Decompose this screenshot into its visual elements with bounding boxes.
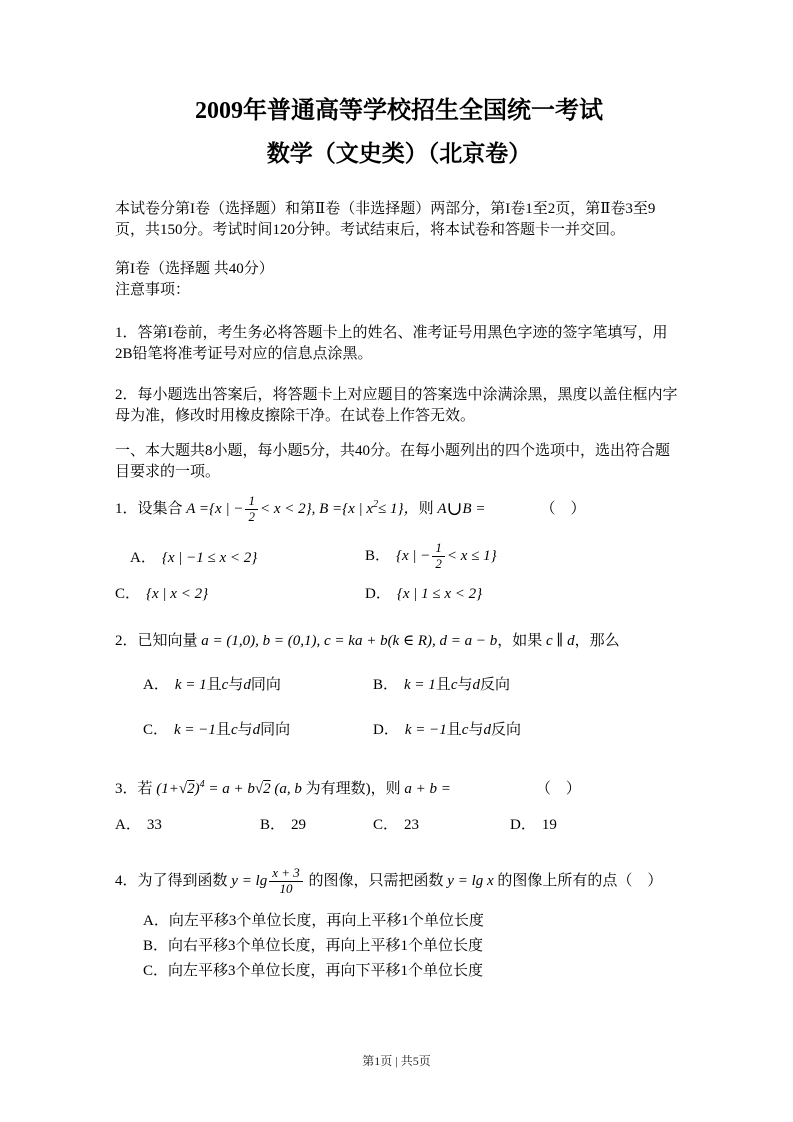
q4-fraction-numerator: x + 3 [272, 864, 300, 880]
q2-option-b-and: 且 [435, 676, 451, 693]
question-2-if: ，如果 [497, 632, 543, 649]
q1-option-a [130, 546, 365, 567]
q2-option-b-dir: 反向 [480, 676, 511, 693]
q2-option-d-d: d [483, 721, 491, 738]
q2-option-c [143, 718, 373, 739]
question-3-stem [115, 773, 683, 801]
q2-option-a-label: A． [143, 676, 169, 693]
q3-radicand-1: 2 [187, 780, 195, 797]
q3-options-row [115, 813, 683, 834]
q3-option-b [260, 813, 373, 834]
question-3-rational-note: 为有理数)， [305, 780, 386, 797]
q2-option-b-k: k = 1 [404, 676, 436, 693]
q3-option-d-value: 19 [541, 816, 557, 833]
sqrt-radical-1: √2 [178, 780, 195, 797]
question-2 [115, 629, 683, 739]
q3-option-d [510, 813, 557, 834]
question-2-tail: ，那么 [574, 632, 620, 649]
q2-option-b [373, 673, 683, 694]
q1-union-left: A [437, 501, 447, 517]
exam-subtitle: 数学（文史类）（北京卷） [266, 141, 532, 166]
notice-item-1: 1．答第I卷前，考生务必将答题卡上的姓名、准考证号用黑色字迹的签字笔填写，用2B铅笔将准考证号对应的信息点涂黑。 [115, 325, 668, 362]
q2-option-a-k: k = 1 [174, 676, 207, 693]
part1-intro: 一、本大题共8小题，每小题5分，共40分。在每小题列出的四个选项中，选出符合题目要求的一项。 [115, 443, 671, 480]
exam-intro: 本试卷分第I卷（选择题）和第Ⅱ卷（非选择题）两部分，第I卷1至2页，第Ⅱ卷3至9页，共150分。考试时间120分钟。考试结束后，将本试卷和答题卡一并交回。 [115, 201, 656, 238]
q3-ab: (a, b [274, 780, 302, 797]
q3-option-b-value: 29 [291, 816, 307, 833]
q1-options-row-1 [115, 541, 683, 572]
q1-option-a-math: {x | −1 ≤ x < 2} [161, 549, 258, 566]
q2-option-d-and: 且 [446, 721, 462, 738]
q3-equals: = a + b [208, 780, 255, 797]
question-4-tail: 的图像上所有的点（ ） [497, 872, 663, 889]
question-1-then: 则 [418, 501, 434, 517]
q2-options-grid [115, 673, 683, 739]
q1-option-d-label: D． [365, 585, 391, 602]
q1-option-a-label: A． [130, 549, 156, 566]
q1-fraction [245, 494, 258, 525]
question-2-number: 2． [115, 632, 138, 649]
q4-formula-pre: y = lg [231, 872, 268, 889]
q2-option-a-with: 与 [228, 676, 244, 693]
q2-option-c-k: k = −1 [174, 721, 216, 738]
q2-option-a-dir: 同向 [250, 676, 281, 693]
question-1-lead: 设集合 [137, 501, 183, 517]
q1-fraction-denominator: 2 [245, 509, 258, 525]
q1-options-row-2 [115, 582, 683, 603]
question-2-lead: 已知向量 [137, 632, 198, 649]
q1-option-b-pre: {x | − [396, 547, 431, 564]
q3-formula-pre: (1+ [156, 780, 179, 797]
q1-union-right: B = [462, 501, 486, 517]
question-2-vectors-formula: a = (1,0), b = (0,1), c = ka + b(k ∈ R), d = a − b [201, 632, 498, 649]
q2-option-a-c: c [221, 676, 229, 693]
exam-title: 2009年普通高等学校招生全国统一考试 [195, 98, 603, 124]
q1-option-b-fraction [432, 541, 445, 572]
q3-option-d-label: D． [510, 816, 536, 833]
q3-exponent: 4 [199, 778, 205, 790]
q4-option-c: C．向左平移3个单位长度，再向下平移1个单位长度 [143, 962, 484, 979]
q1-option-d-math: {x | 1 ≤ x < 2} [396, 585, 483, 602]
q2-option-a-and: 且 [206, 676, 222, 693]
question-1-answer-paren: （ ） [540, 501, 586, 517]
section-heading: 第I卷（选择题 共40分） [115, 261, 274, 277]
q1-formula-post: ≤ 1}， [378, 501, 419, 517]
question-4-base-formula: y = lg x [447, 872, 494, 889]
q4-option-a: A．向左平移3个单位长度，再向上平移1个单位长度 [143, 912, 484, 929]
question-3-number: 3． [115, 780, 138, 797]
question-2-parallel-formula: c ∥ d [546, 632, 575, 649]
question-1-number: 1． [115, 501, 138, 517]
q1-option-b-denominator: 2 [432, 556, 445, 572]
notice-title: 注意事项： [115, 282, 191, 298]
q1-option-b-post: < x ≤ 1} [446, 547, 497, 564]
q2-option-a [143, 673, 373, 694]
q1-option-c [115, 582, 365, 603]
q2-option-d-with: 与 [468, 721, 484, 738]
question-2-stem [115, 629, 683, 653]
q3-option-a-value: 33 [146, 816, 162, 833]
q2-option-d [373, 718, 683, 739]
q3-option-a-label: A． [115, 816, 141, 833]
question-1-union-formula [437, 499, 486, 520]
question-4-lead: 为了得到函数 [137, 872, 228, 889]
notice-item-2: 2．每小题选出答案后，将答题卡上对应题目的答案选中涂满涂黑，黑度以盖住框内字母为准，修改时用橡皮擦除干净。在试卷上作答无效。 [115, 387, 678, 424]
q3-option-b-label: B． [260, 816, 286, 833]
question-4-number: 4． [115, 872, 138, 889]
q2-option-b-label: B． [373, 676, 399, 693]
q1-option-d [365, 582, 482, 603]
q3-close-paren: ) [194, 780, 200, 797]
q1-option-c-math: {x | x < 2} [146, 585, 209, 602]
question-1-set-formula [186, 493, 419, 525]
q3-option-c-value: 23 [404, 816, 420, 833]
q1-exponent: 2 [373, 499, 379, 510]
q1-formula-mid: < x < 2}, B ={x | x [259, 501, 374, 517]
q4-fraction [269, 866, 303, 897]
q2-option-d-dir: 反向 [490, 721, 521, 738]
question-3-then: 则 [385, 780, 401, 797]
q4-option-b: B．向右平移3个单位长度，再向上平移1个单位长度 [143, 937, 484, 954]
q2-option-b-d: d [472, 676, 480, 693]
question-4 [115, 866, 683, 984]
q4-fraction-denominator: 10 [269, 881, 303, 897]
q2-option-a-d: d [243, 676, 251, 693]
q1-fraction-numerator: 1 [248, 493, 255, 509]
q2-option-c-label: C． [143, 721, 169, 738]
q1-option-c-label: C． [115, 585, 141, 602]
q1-option-b [365, 541, 497, 572]
page-footer: 第1页 | 共5页 [362, 1054, 431, 1068]
q3-option-c-label: C． [373, 816, 399, 833]
q1-option-b-label: B． [365, 547, 391, 564]
q2-option-b-c: c [450, 676, 458, 693]
q2-option-d-c: c [461, 721, 469, 738]
question-4-mid: 的图像，只需把函数 [308, 872, 444, 889]
q1-formula-pre: A ={x | − [186, 501, 244, 517]
q2-option-c-dir: 同向 [260, 721, 291, 738]
question-1-stem [115, 493, 683, 525]
q2-option-c-with: 与 [237, 721, 253, 738]
q1-option-b-math [396, 540, 497, 571]
q3-option-a [115, 813, 260, 834]
q2-option-c-c: c [230, 721, 238, 738]
q2-option-d-k: k = −1 [404, 721, 447, 738]
q2-option-c-and: 且 [215, 721, 231, 738]
q2-option-d-label: D． [373, 721, 399, 738]
union-symbol: ∪ [446, 499, 463, 520]
question-3 [115, 773, 683, 834]
question-1 [115, 493, 683, 603]
q3-radicand-2: 2 [263, 780, 271, 797]
sqrt-radical-2: √2 [254, 780, 271, 797]
q2-option-c-d: d [252, 721, 261, 738]
question-3-formula [156, 778, 302, 797]
question-3-sum-formula: a + b = [404, 780, 451, 797]
q1-option-b-numerator: 1 [435, 540, 442, 555]
q3-option-c [373, 813, 510, 834]
question-3-answer-paren: （ ） [535, 780, 581, 797]
q2-option-b-with: 与 [457, 676, 473, 693]
question-4-stem [115, 866, 683, 897]
question-4-log-formula [231, 864, 305, 896]
question-3-lead: 若 [137, 780, 153, 797]
